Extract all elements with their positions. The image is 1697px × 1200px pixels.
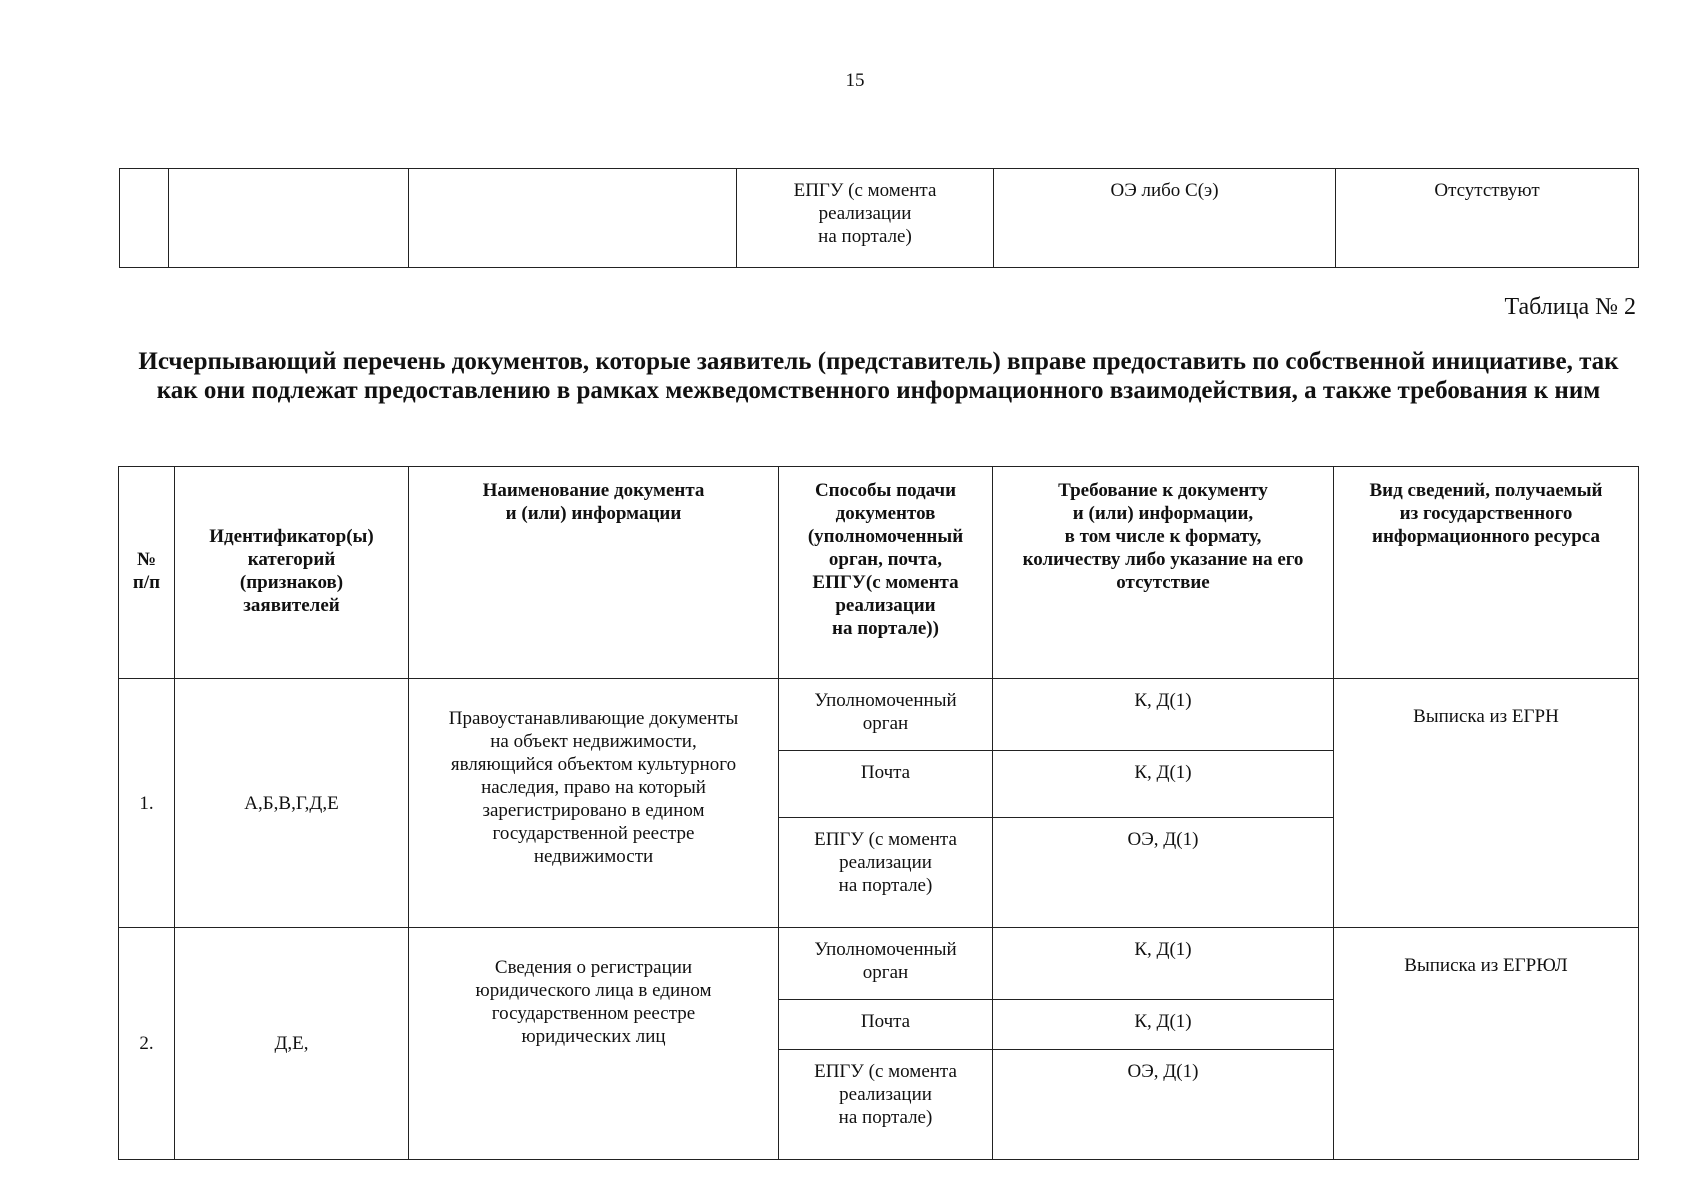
header-identifiers: Идентификатор(ы) категорий (признаков) заявителей <box>175 467 409 679</box>
documents-table <box>118 466 1639 1160</box>
table-row <box>119 679 1639 751</box>
header-requirements: Требование к документу и (или) информации, в том числе к формату, количеству либо указание на его отсутствие <box>993 467 1334 679</box>
row-identifiers: Д,Е, <box>175 928 409 1160</box>
row-identifiers: А,Б,В,Г,Д,Е <box>175 679 409 928</box>
row-info-kind: Выписка из ЕГРН <box>1334 679 1639 928</box>
table-row <box>119 928 1639 1000</box>
header-document-name: Наименование документа и (или) информации <box>409 467 779 679</box>
table-label: Таблица № 2 <box>1504 294 1636 320</box>
method-cell: Уполномоченный орган <box>779 679 993 751</box>
row-number: 2. <box>119 928 175 1160</box>
requirement-cell: ОЭ либо С(э) <box>994 169 1336 268</box>
method-cell: Почта <box>779 751 993 818</box>
header-number: № п/п <box>119 467 175 679</box>
continuation-table <box>119 168 1639 268</box>
row-document-name: Сведения о регистрации юридического лица в едином государственном реестре юридических лиц <box>409 928 779 1160</box>
requirement-cell: К, Д(1) <box>993 1000 1334 1050</box>
table-cell <box>120 169 169 268</box>
info-kind-cell: Отсутствуют <box>1336 169 1639 268</box>
table-cell <box>169 169 409 268</box>
requirement-cell: ОЭ, Д(1) <box>993 1050 1334 1160</box>
table-row <box>120 169 1639 268</box>
method-cell: Уполномоченный орган <box>779 928 993 1000</box>
table-title: Исчерпывающий перечень документов, которые заявитель (представитель) вправе предоставить по собственной инициативе, так как они подлежат предоставлению в рамках межведомственного информационного взаимодействия, а также требования к ним <box>138 348 1619 404</box>
header-submission-methods: Способы подачи документов (уполномоченный орган, почта, ЕПГУ(с момента реализации на портале)) <box>779 467 993 679</box>
row-number: 1. <box>119 679 175 928</box>
table-header-row <box>119 467 1639 679</box>
method-cell: Почта <box>779 1000 993 1050</box>
requirement-cell: К, Д(1) <box>993 928 1334 1000</box>
requirement-cell: К, Д(1) <box>993 751 1334 818</box>
row-info-kind: Выписка из ЕГРЮЛ <box>1334 928 1639 1160</box>
method-cell: ЕПГУ (с момента реализации на портале) <box>737 169 994 268</box>
table-cell <box>409 169 737 268</box>
page-number: 15 <box>845 70 865 91</box>
requirement-cell: К, Д(1) <box>993 679 1334 751</box>
header-info-kind: Вид сведений, получаемый из государственного информационного ресурса <box>1334 467 1639 679</box>
method-cell: ЕПГУ (с момента реализации на портале) <box>779 818 993 928</box>
requirement-cell: ОЭ, Д(1) <box>993 818 1334 928</box>
method-cell: ЕПГУ (с момента реализации на портале) <box>779 1050 993 1160</box>
row-document-name: Правоустанавливающие документы на объект недвижимости, являющийся объектом культурного наследия, право на который зарегистрировано в едином государственной реестре недвижимости <box>409 679 779 928</box>
